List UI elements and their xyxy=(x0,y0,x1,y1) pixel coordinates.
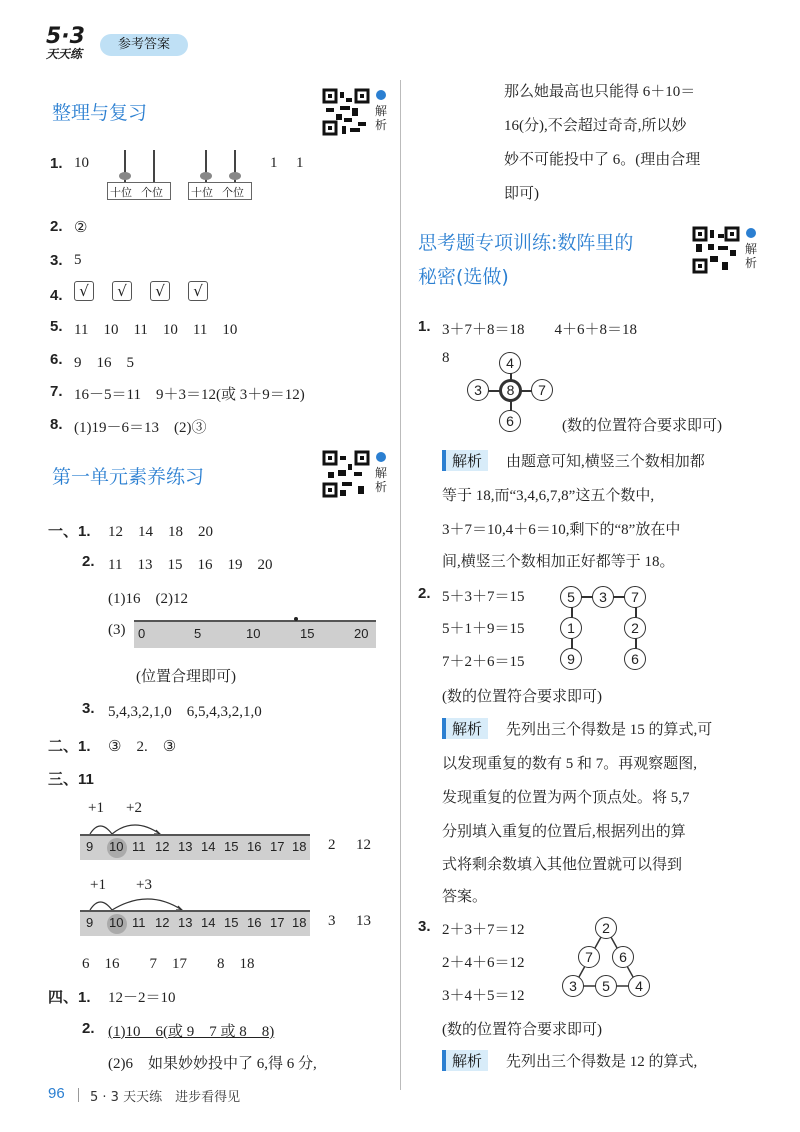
jump-label: +2 xyxy=(126,800,142,816)
question-number: 1. xyxy=(50,155,63,172)
question-number: 一、1. xyxy=(48,523,91,540)
array-circle: 2 xyxy=(595,917,617,939)
question-number: 4. xyxy=(50,287,63,304)
square-number-array xyxy=(560,584,650,670)
section-title-review: 整理与复习 xyxy=(52,102,148,124)
array-circle: 6 xyxy=(499,410,521,432)
answer-text: 3＋7＋8＝18 4＋6＋8＝18 xyxy=(442,322,638,338)
explanation-text: 先列出三个得数是 15 的算式,可 xyxy=(506,722,713,738)
qr-label: 解 析 xyxy=(375,466,388,494)
array-circle: 2 xyxy=(624,617,646,639)
answer-text: 妙不可能投中了 6。(理由合理 xyxy=(504,152,701,168)
equation-text: 7＋2＋6＝15 xyxy=(442,654,525,670)
equation-text: 5＋3＋7＝15 xyxy=(442,589,525,605)
equation-text: 2＋4＋6＝12 xyxy=(442,955,525,971)
array-circle: 7 xyxy=(531,379,553,401)
jump-label: +1 xyxy=(88,800,104,816)
answer-text: (2)6 如果妙妙投中了 6,得 6 分, xyxy=(108,1056,317,1072)
note-text: (数的位置符合要求即可) xyxy=(562,418,722,434)
question-number: 2. xyxy=(82,553,95,570)
question-number: 三、11 xyxy=(48,771,94,788)
explanation-text: 间,横竖三个数相加正好都等于 18。 xyxy=(442,554,675,570)
array-circle: 1 xyxy=(560,617,582,639)
brand-logo-text: 天天练 xyxy=(46,47,83,61)
question-number: 2. xyxy=(418,585,431,602)
answer-text: 1 xyxy=(296,155,304,171)
answer-text: 3 xyxy=(328,913,336,929)
section-title-number-array: 思考题专项训练:数阵里的 xyxy=(418,232,634,254)
answer-text: 16(分),不会超过奇奇,所以妙 xyxy=(504,118,687,134)
array-circle: 7 xyxy=(624,586,646,608)
answer-text: (1)16 (2)12 xyxy=(108,591,188,607)
question-number: 四、1. xyxy=(48,989,91,1006)
array-circle: 6 xyxy=(612,946,634,968)
explanation-tag: 解析 xyxy=(442,718,488,739)
array-circle: 7 xyxy=(578,946,600,968)
qr-label: 解 析 xyxy=(745,242,758,270)
answer-text: ② xyxy=(74,220,88,236)
question-number: 2. xyxy=(82,1020,95,1037)
qr-icon xyxy=(322,88,370,136)
question-number: 8. xyxy=(50,416,63,433)
answer-text: 12 xyxy=(356,837,371,853)
qr-code-number-array[interactable] xyxy=(692,226,740,278)
explanation-tag: 解析 xyxy=(442,1050,488,1071)
play-icon xyxy=(376,90,386,100)
qr-code-unit-one[interactable] xyxy=(322,450,370,502)
answer-text: 16－5＝11 9＋3＝12(或 3＋9＝12) xyxy=(74,387,305,403)
answer-text: 1 xyxy=(270,155,278,171)
note-text: (数的位置符合要求即可) xyxy=(442,1022,602,1038)
explanation-text: 以发现重复的数有 5 和 7。再观察题图, xyxy=(442,756,698,772)
array-circle: 4 xyxy=(499,352,521,374)
checkbox: √ xyxy=(74,281,94,301)
question-number: 3. xyxy=(82,700,95,717)
question-number: 1. xyxy=(418,318,431,335)
answer-text: 即可) xyxy=(504,186,539,202)
explanation-text: 等于 18,而“3,4,6,7,8”这五个数中, xyxy=(442,488,655,504)
footer-slogan: 5 · 3 天天练 进步看得见 xyxy=(90,1090,241,1105)
answer-text: 5,4,3,2,1,0 6,5,4,3,2,1,0 xyxy=(108,704,262,720)
array-circle-center: 8 xyxy=(499,379,522,402)
array-circle: 9 xyxy=(560,648,582,670)
explanation-text: 先列出三个得数是 12 的算式, xyxy=(506,1054,698,1070)
question-number: 6. xyxy=(50,351,63,368)
answer-text: 8 xyxy=(442,350,450,366)
qr-label: 解 析 xyxy=(375,104,388,132)
page-number: 96 xyxy=(48,1085,65,1102)
explanation-text: 式将剩余数填入其他位置就可以得到 xyxy=(442,857,683,873)
qr-icon xyxy=(692,226,740,274)
equation-text: 3＋4＋5＝12 xyxy=(442,988,525,1004)
question-number: 3. xyxy=(50,252,63,269)
question-number: 3. xyxy=(418,918,431,935)
checkbox: √ xyxy=(112,281,132,301)
equation-text: 2＋3＋7＝12 xyxy=(442,922,525,938)
answer-text: 13 xyxy=(356,913,371,929)
section-title-number-array-sub: 秘密(选做) xyxy=(418,266,509,288)
array-circle: 4 xyxy=(628,975,650,997)
number-line-1: 9 10 11 12 13 14 15 16 17 18 xyxy=(80,834,310,860)
explanation-text: 发现重复的位置为两个顶点处。将 5,7 xyxy=(442,790,690,806)
question-number: 5. xyxy=(50,318,63,335)
answer-text: (1)10 6(或 9 7 或 8 8) xyxy=(108,1024,275,1040)
column-divider xyxy=(400,80,401,1090)
abacus-diagram-1: 十位 个位 xyxy=(107,150,171,200)
qr-code-review[interactable] xyxy=(322,88,370,140)
array-circle: 5 xyxy=(595,975,617,997)
answer-text: ③ 2. ③ xyxy=(108,739,177,755)
qr-icon xyxy=(322,450,370,498)
array-circle: 3 xyxy=(467,379,489,401)
array-circle: 3 xyxy=(562,975,584,997)
jump-label: +1 xyxy=(90,877,106,893)
brand-logo xyxy=(46,26,96,66)
answer-text: 那么她最高也只能得 6＋10＝ xyxy=(504,84,696,100)
jump-label: +3 xyxy=(136,877,152,893)
array-circle: 5 xyxy=(560,586,582,608)
array-circle: 6 xyxy=(624,648,646,670)
ruler-point xyxy=(294,617,298,621)
answer-text: 11 10 11 10 11 10 xyxy=(74,322,238,338)
note-text: (位置合理即可) xyxy=(136,669,236,685)
explanation-tag: 解析 xyxy=(442,450,488,471)
checkbox: √ xyxy=(188,281,208,301)
play-icon xyxy=(376,452,386,462)
checkbox-row xyxy=(74,281,274,305)
answer-text: 9 16 5 xyxy=(74,355,135,371)
triangle-number-array xyxy=(560,916,660,1002)
play-icon xyxy=(746,228,756,238)
footer-divider xyxy=(78,1088,79,1102)
answer-text: 12－2＝10 xyxy=(108,990,176,1006)
answer-tab: 参考答案 xyxy=(100,34,188,56)
number-line-2: 9 10 11 12 13 14 15 16 17 18 xyxy=(80,910,310,936)
answer-text: 6 16 7 17 8 18 xyxy=(82,956,255,972)
question-number: 2. xyxy=(50,218,63,235)
array-circle: 3 xyxy=(592,586,614,608)
answer-text: 10 xyxy=(74,155,89,171)
note-text: (数的位置符合要求即可) xyxy=(442,689,602,705)
brand-logo-number: 5·3 xyxy=(46,24,85,49)
answer-text: (1)19－6＝13 (2)③ xyxy=(74,420,207,436)
explanation-text: 3＋7＝10,4＋6＝10,剩下的“8”放在中 xyxy=(442,522,681,538)
question-number: 7. xyxy=(50,383,63,400)
abacus-diagram-2: 十位 个位 xyxy=(188,150,252,200)
equation-text: 5＋1＋9＝15 xyxy=(442,621,525,637)
answer-text: 11 13 15 16 19 20 xyxy=(108,557,273,573)
question-number: 二、1. xyxy=(48,738,91,755)
answer-text: 12 14 18 20 xyxy=(108,524,214,540)
section-title-unit-one: 第一单元素养练习 xyxy=(52,466,205,488)
explanation-text: 由题意可知,横竖三个数相加都 xyxy=(506,454,705,470)
number-ruler: 0 5 10 15 20 xyxy=(134,620,376,648)
cross-number-array xyxy=(462,350,562,436)
answer-text: 2 xyxy=(328,837,336,853)
explanation-text: 分别填入重复的位置后,根据列出的算 xyxy=(442,824,686,840)
answer-text: (3) xyxy=(108,622,126,638)
checkbox: √ xyxy=(150,281,170,301)
explanation-text: 答案。 xyxy=(442,889,488,905)
answer-text: 5 xyxy=(74,252,82,268)
